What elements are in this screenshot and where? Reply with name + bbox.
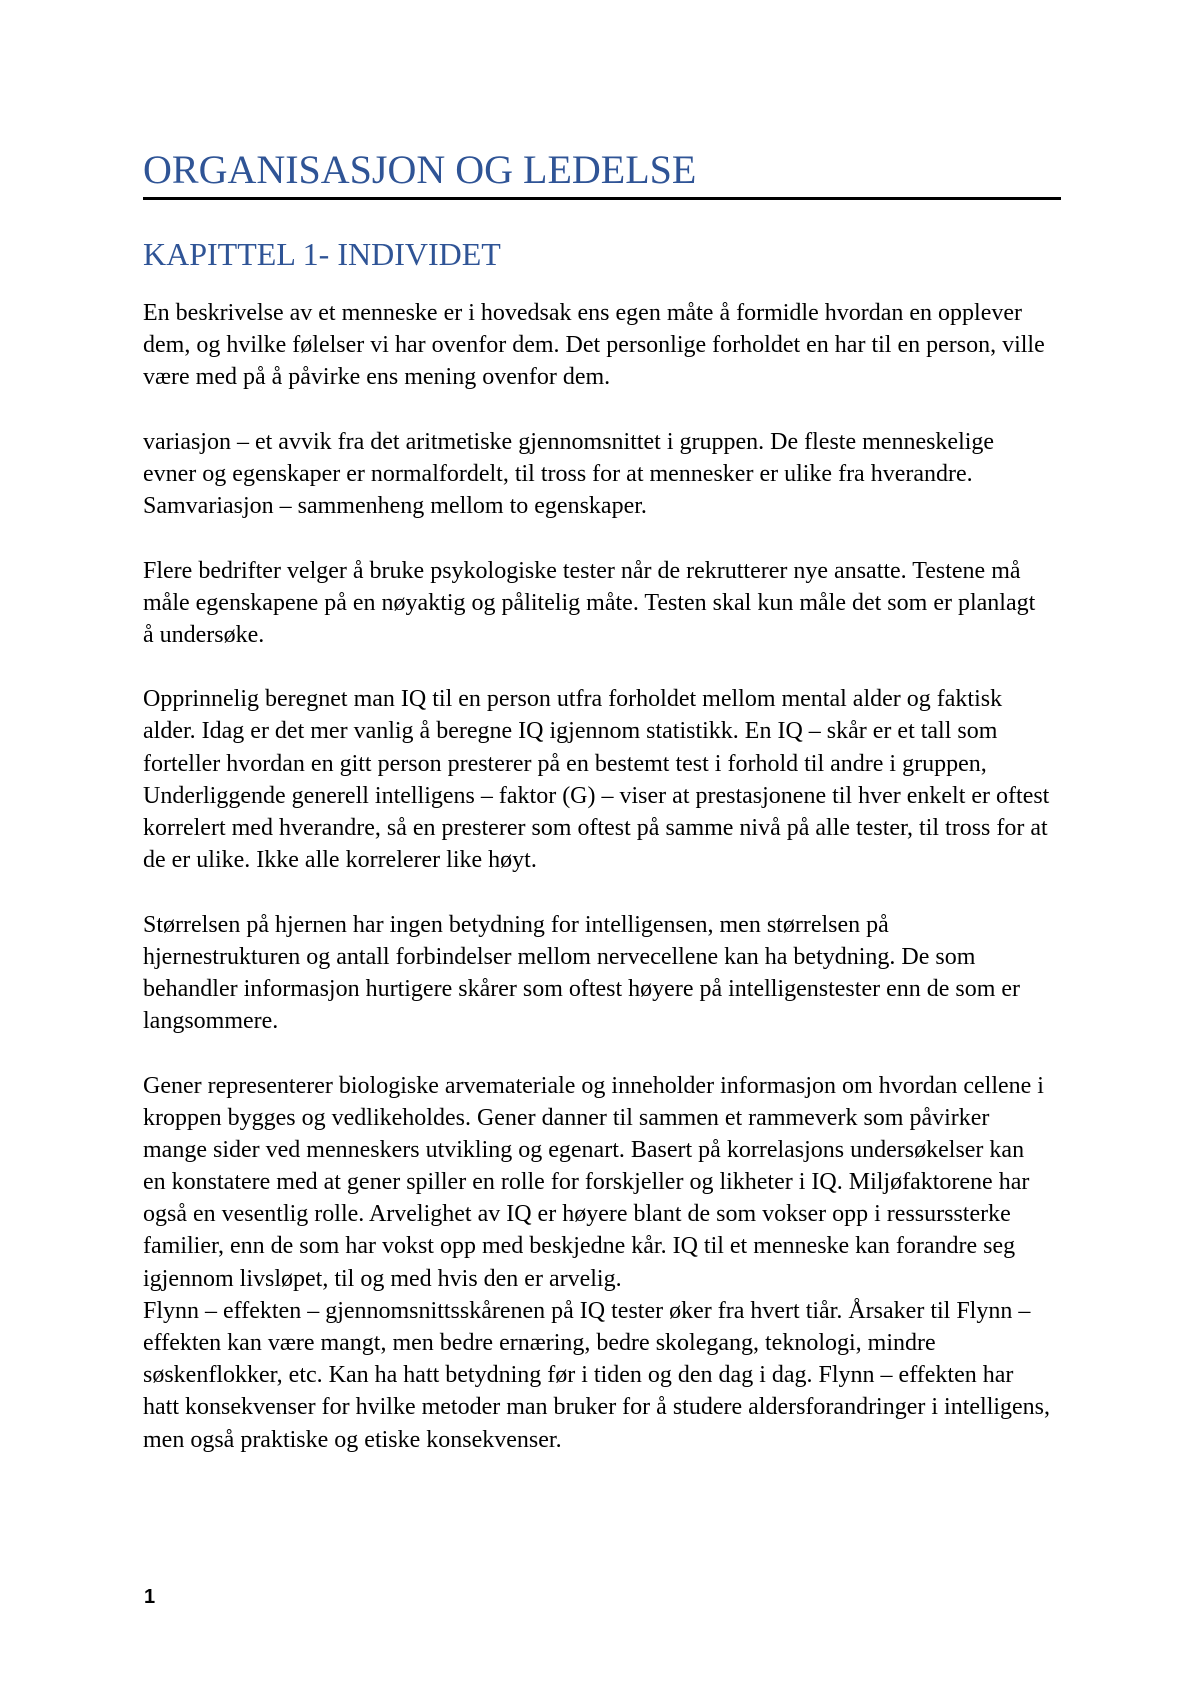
text-line: være med på å påvirke ens mening ovenfor dem.	[143, 364, 611, 391]
text-line: behandler informasjon hurtigere skårer som oftest høyere på intelligenstester enn de som er	[143, 975, 1021, 1002]
text-line: effekten kan være mangt, men bedre ernæring, bedre skolegang, teknologi, mindre	[143, 1330, 936, 1356]
text-line: Opprinnelig beregnet man IQ til en person utfra forholdet mellom mental alder og faktisk	[143, 686, 1003, 713]
text-line: forteller hvordan en gitt person presterer på en bestemt test i forhold til andre i gruppen,	[143, 750, 987, 777]
paragraph	[143, 426, 1073, 523]
text-line: Flere bedrifter velger å bruke psykologiske tester når de rekrutterer nye ansatte. Testene må	[143, 557, 1021, 584]
text-line: hjernestrukturen og antall forbindelser mellom nervecellene kan ha betydning. De som	[143, 943, 976, 970]
text-line: langsommere.	[143, 1008, 279, 1035]
text-line: alder. Idag er det mer vanlig å beregne IQ igjennom statistikk. En IQ – skår er et tall som	[143, 718, 998, 745]
text-line: En beskrivelse av et menneske er i hovedsak ens egen måte å formidle hvordan en opplever	[143, 300, 1023, 326]
text-line: mange sider ved menneskers utvikling og egenart. Basert på korrelasjons undersøkelser kan	[143, 1136, 1025, 1163]
paragraph	[143, 683, 1073, 876]
document-body	[143, 297, 1073, 1456]
text-line: Størrelsen på hjernen har ingen betydning for intelligensen, men størrelsen på	[143, 911, 889, 938]
text-line: familier, enn de som har vokst opp med beskjedne kår. IQ til et menneske kan forandre seg	[143, 1233, 1016, 1260]
text-line: også en vesentlig rolle. Arvelighet av IQ er høyere blant de som vokser opp i ressurssterke	[143, 1201, 1011, 1228]
text-line: en konstatere med at gener spiller en rolle for forskjeller og likheter i IQ. Miljøfaktorene har	[143, 1169, 1030, 1196]
paragraph	[143, 1070, 1073, 1456]
text-line: hatt konsekvenser for hvilke metoder man bruker for å studere aldersforandringer i intelligens,	[143, 1394, 1051, 1421]
text-line: kroppen bygges og vedlikeholdes. Gener danner til sammen et rammeverk som påvirker	[143, 1104, 990, 1131]
text-line: evner og egenskaper er normalfordelt, til tross for at mennesker er ulike fra hverandre.	[143, 460, 973, 487]
page-number: 1	[144, 1586, 156, 1608]
text-line: de er ulike. Ikke alle korrelerer like høyt.	[143, 847, 537, 874]
paragraph	[143, 297, 1073, 394]
paragraph	[143, 555, 1073, 652]
text-line: men også praktiske og etiske konsekvenser.	[143, 1426, 562, 1453]
paragraph	[143, 909, 1073, 1038]
text-line: dem, og hvilke følelser vi har ovenfor dem. Det personlige forholdet en har til en person, ville	[143, 332, 1045, 359]
text-line: Underliggende generell intelligens – faktor (G) – viser at prestasjonene til hver enkelt er oftest	[143, 782, 1050, 809]
document-title: ORGANISASJON OG LEDELSE	[143, 147, 697, 192]
chapter-heading: KAPITTEL 1- INDIVIDET	[143, 236, 501, 272]
text-line: Gener representerer biologiske arvemateriale og inneholder informasjon om hvordan cellene i	[143, 1072, 1044, 1099]
text-line: måle egenskapene på en nøyaktig og pålitelig måte. Testen skal kun måle det som er planlagt	[143, 589, 1036, 616]
text-line: Samvariasjon – sammenheng mellom to egenskaper.	[143, 493, 647, 520]
text-line: søskenflokker, etc. Kan ha hatt betydning før i tiden og den dag i dag. Flynn – effekten har	[143, 1362, 1014, 1389]
text-line: korrelert med hverandre, så en presterer som oftest på samme nivå på alle tester, til tross for at	[143, 815, 1048, 841]
text-line: å undersøke.	[143, 621, 265, 648]
text-line: Flynn – effekten – gjennomsnittsskårenen på IQ tester øker fra hvert tiår. Årsaker til Flynn –	[143, 1297, 1031, 1324]
title-divider	[143, 197, 1061, 200]
text-line: variasjon – et avvik fra det aritmetiske gjennomsnittet i gruppen. De fleste menneskelige	[143, 428, 995, 455]
text-line: igjennom livsløpet, til og med hvis den er arvelig.	[143, 1265, 622, 1292]
